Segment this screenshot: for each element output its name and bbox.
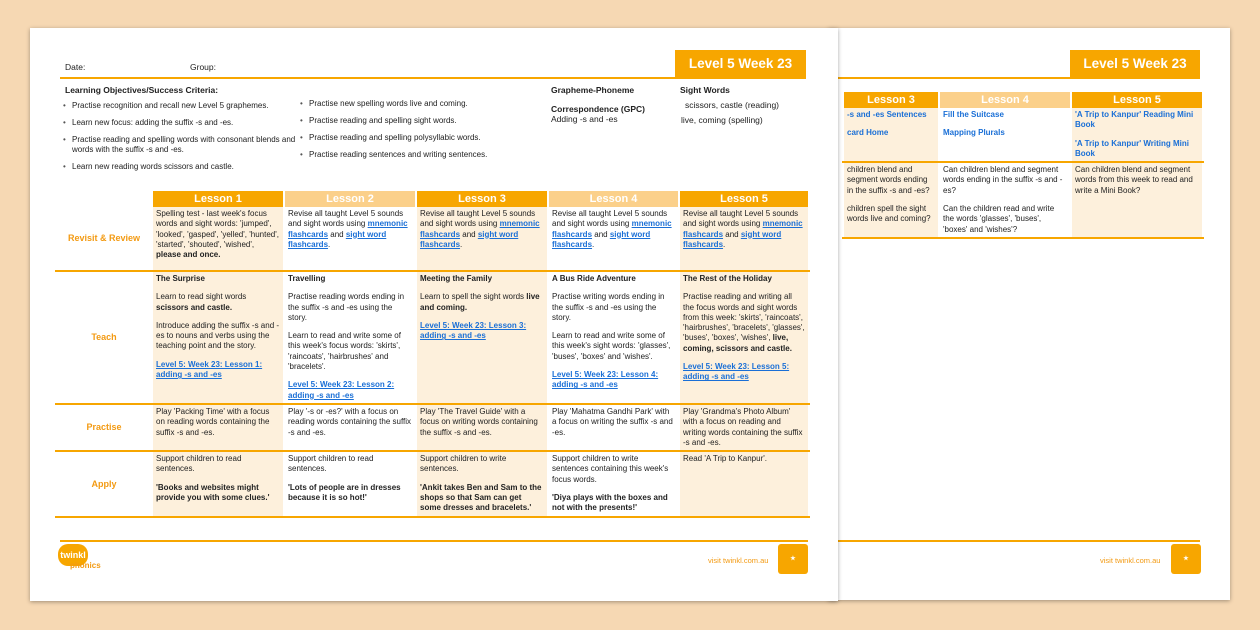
corner-cell — [56, 191, 152, 207]
cell-paragraph — [420, 209, 544, 250]
lesson-cell — [548, 404, 679, 451]
objective-item: • Learn new focus: adding the suffix -s and -es. — [63, 118, 303, 128]
cell-paragraph — [288, 483, 412, 504]
cell-paragraph — [288, 331, 412, 372]
cell-paragraph — [288, 454, 412, 475]
objectives-title: Learning Objectives/Success Criteria: — [65, 85, 219, 95]
lesson-cell — [679, 207, 809, 271]
cell-text: Revise all taught Level 5 sounds and sight words using — [288, 209, 404, 229]
resource-link[interactable]: 'A Trip to Kanpur' Writing Mini Book — [1075, 138, 1190, 158]
lesson-cell — [284, 207, 416, 271]
cell-paragraph — [683, 209, 805, 250]
bold-text: The Rest of the Holiday — [683, 274, 772, 283]
cell-paragraph — [552, 274, 675, 284]
lesson-cell — [152, 207, 284, 271]
resource-link[interactable]: sight word flashcards — [552, 229, 651, 249]
resource-cell — [939, 108, 1071, 162]
cell-paragraph — [552, 292, 675, 323]
table-row — [843, 108, 1203, 162]
cell-text: Learn to read and write some of this week's focus words: 'skirts', 'raincoats', 'hairbrushes' and 'bracelets'. — [288, 331, 401, 372]
assessment-cell — [939, 162, 1071, 238]
level-badge: Level 5 Week 23 — [1070, 50, 1200, 78]
lesson-cell — [284, 271, 416, 404]
cell-text: Practise reading and writing all the focus words and sight words from this week: 'skirts', 'raincoats', 'hairbrushes', 'bracelets', 'glasses', 'buses', 'boxes', 'wishes', — [683, 292, 805, 343]
level-badge: Level 5 Week 23 — [675, 50, 806, 78]
bold-text: 'Books and websites might provide you with some clues.' — [156, 482, 270, 503]
cell-paragraph — [156, 292, 280, 313]
resource-link[interactable]: Level 5: Week 23: Lesson 4: adding -s and -es — [552, 370, 659, 390]
cell-paragraph — [420, 321, 544, 342]
lesson-cell — [152, 451, 284, 516]
assessment-cell — [1071, 162, 1203, 238]
bold-text: live, coming, scissors and castle. — [683, 333, 792, 353]
lesson-header-2: Lesson 2 — [284, 191, 416, 207]
resource-link[interactable]: Level 5: Week 23: Lesson 5: adding -s and -es — [683, 362, 790, 382]
cell-text: . — [328, 239, 331, 249]
date-label: Date: — [65, 62, 86, 72]
divider — [828, 77, 1200, 79]
lesson-cell — [548, 451, 679, 516]
lesson-cell — [548, 271, 679, 404]
cell-text: Introduce adding the suffix -s and -es to nouns and verbs using the teaching point and the story. — [156, 320, 280, 351]
resource-link[interactable]: Level 5: Week 23: Lesson 3: adding -s and -es — [420, 320, 527, 341]
lesson-header-3: Lesson 3 — [416, 191, 548, 207]
resource-cell — [843, 108, 939, 162]
twinkl-phonics-logo: twinkl — [58, 544, 88, 566]
cell-paragraph — [156, 274, 280, 284]
assessment-cell — [843, 162, 939, 238]
website-link[interactable]: visit twinkl.com.au — [708, 556, 769, 565]
bold-text: A Bus Ride Adventure — [552, 274, 636, 283]
bold-text: 'Diya plays with the boxes and not with the presents!' — [552, 493, 668, 513]
lesson-cell — [284, 404, 416, 451]
cell-text: Learn to read and write some of this week's sight words: 'glasses', 'buses', 'boxes' and 'wishes'. — [552, 331, 671, 361]
cell-text: Support children to write sentences. — [420, 454, 507, 474]
cell-text: Play 'The Travel Guide' with a focus on writing words containing the suffix -s and -es. — [420, 407, 538, 437]
cell-paragraph — [552, 407, 675, 438]
table-row — [56, 207, 809, 271]
assessment-question: Can the children read and write the words 'glasses', 'buses', 'boxes' and 'wishes'? — [943, 204, 1055, 234]
cell-paragraph — [683, 292, 805, 354]
cell-paragraph — [552, 370, 675, 391]
sight-words-spelling: live, coming (spelling) — [681, 115, 763, 125]
cell-paragraph — [552, 209, 675, 250]
objectives-list-2 — [300, 99, 540, 167]
cell-text: Read 'A Trip to Kanpur'. — [683, 454, 767, 464]
resource-link[interactable]: Mapping Plurals — [943, 128, 1005, 138]
cell-paragraph — [552, 493, 675, 514]
cell-text: . — [723, 239, 726, 249]
lesson-cell — [152, 271, 284, 404]
assessment-question: Can children blend and segment words ending in the suffix -s and -es? — [943, 165, 1063, 195]
bold-text: 'Ankit takes Ben and Sam to the shops so that Sam can get some dresses and bracelets.' — [420, 482, 542, 513]
resource-link[interactable]: mnemonic flashcards — [420, 219, 540, 239]
cell-paragraph — [156, 454, 280, 475]
lesson-cell — [679, 271, 809, 404]
resource-link[interactable]: -s and -es Sentences — [847, 110, 927, 119]
header-row — [843, 92, 1203, 108]
table-row — [56, 271, 809, 404]
cell-paragraph — [288, 209, 412, 250]
lesson-header-1: Lesson 1 — [152, 191, 284, 207]
lesson-header-5: Lesson 5 — [679, 191, 809, 207]
lesson-cell — [548, 207, 679, 271]
objective-item: • Learn new reading words scissors and castle. — [63, 162, 303, 172]
cell-text: Practise reading words ending in the suffix -s and -es using the story. — [288, 292, 405, 322]
gpc-value: Adding -s and -es — [551, 114, 618, 124]
bold-text: 'Lots of people are in dresses because it is so hot!' — [288, 482, 401, 503]
gpc-title-line2: Correspondence (GPC) — [551, 104, 645, 114]
cell-paragraph — [420, 274, 544, 284]
cell-paragraph — [420, 292, 544, 313]
cell-text: Support children to write sentences containing this week's focus words. — [552, 454, 669, 484]
objective-item: • Practise new spelling words live and coming. — [300, 99, 540, 109]
cell-text: Revise all taught Level 5 sounds and sight words using — [683, 209, 799, 229]
lesson-cell — [416, 207, 548, 271]
resource-link[interactable]: Fill the Suitcase — [943, 110, 1004, 119]
cell-text: Revise all taught Level 5 sounds and sight words using — [552, 209, 668, 229]
cell-paragraph — [683, 407, 805, 448]
table-row — [56, 404, 809, 451]
table-row — [56, 451, 809, 516]
quality-seal: ★ — [778, 544, 808, 574]
back-lesson-table — [842, 92, 1204, 239]
cell-paragraph — [288, 274, 412, 284]
cell-paragraph — [552, 454, 675, 485]
quality-seal: ★ — [1171, 544, 1201, 574]
row-label: Revisit & Review — [56, 207, 152, 271]
assessment-question: Can children blend and segment words from this week to read and write a Mini Book? — [1075, 165, 1193, 195]
group-label: Group: — [190, 62, 216, 72]
sight-words-reading: scissors, castle (reading) — [685, 100, 780, 110]
lesson-cell — [679, 451, 809, 516]
front-page — [30, 28, 838, 601]
cell-paragraph — [156, 483, 280, 504]
resource-link[interactable]: mnemonic flashcards — [288, 219, 408, 239]
assessment-question: children blend and segment words ending in the suffix -s and -es? — [847, 165, 930, 195]
resource-link[interactable]: sight word flashcards — [683, 229, 782, 249]
resource-cell — [1071, 108, 1203, 162]
lesson-cell — [416, 451, 548, 516]
cell-paragraph — [288, 407, 412, 438]
cell-paragraph — [288, 380, 412, 401]
cell-text: and — [328, 229, 346, 239]
bold-text: please and once. — [156, 250, 221, 260]
cell-text: Play 'Packing Time' with a focus on reading words containing the suffix -s and -es. — [156, 407, 270, 437]
lesson-header: Lesson 5 — [1071, 92, 1203, 108]
phonics-logo-text: phonics — [70, 561, 101, 570]
cell-paragraph — [683, 454, 805, 464]
row-label: Practise — [56, 404, 152, 451]
cell-paragraph — [156, 360, 280, 381]
objective-item: • Practise recognition and recall new Level 5 graphemes. — [63, 101, 303, 111]
sight-words-title: Sight Words — [680, 85, 730, 95]
divider — [60, 77, 806, 79]
cell-text: Play 'Mahatma Gandhi Park' with a focus on writing the suffix -s and -es. — [552, 407, 673, 437]
back-page — [828, 28, 1230, 600]
lesson-cell — [416, 271, 548, 404]
objective-item: • Practise reading and spelling sight words. — [300, 116, 540, 126]
resource-link[interactable]: card Home — [847, 128, 889, 138]
header-row — [56, 191, 809, 207]
cell-paragraph — [156, 321, 280, 352]
lesson-cell — [152, 404, 284, 451]
lesson-header: Lesson 4 — [939, 92, 1071, 108]
resource-link[interactable]: mnemonic flashcards — [683, 219, 803, 239]
cell-text: . — [592, 239, 595, 249]
cell-paragraph — [552, 331, 675, 362]
bold-text: scissors and castle. — [156, 302, 233, 312]
objective-item: • Practise reading and spelling polysyllabic words. — [300, 133, 540, 143]
cell-text: Learn to read sight words — [156, 292, 247, 302]
resource-link[interactable]: Level 5: Week 23: Lesson 2: adding -s and -es — [288, 380, 395, 400]
lesson-cell — [284, 451, 416, 516]
cell-paragraph — [420, 407, 544, 438]
lesson-header-4: Lesson 4 — [548, 191, 679, 207]
cell-text: Play '-s or -es?' with a focus on reading words containing the suffix -s and -es. — [288, 407, 412, 437]
website-link[interactable]: visit twinkl.com.au — [1100, 556, 1161, 565]
objective-item: • Practise reading sentences and writing sentences. — [300, 150, 540, 160]
row-label: Apply — [56, 451, 152, 516]
cell-paragraph — [420, 454, 544, 475]
cell-text: Practise writing words ending in the suffix -s and -es using the story. — [552, 292, 665, 322]
cell-text: Learn to spell the sight words — [420, 292, 527, 302]
cell-paragraph — [420, 483, 544, 514]
cell-paragraph — [683, 362, 805, 383]
cell-paragraph — [156, 407, 280, 438]
cell-text: and — [723, 229, 741, 239]
resource-link[interactable]: sight word flashcards — [288, 229, 387, 249]
lesson-header: Lesson 3 — [843, 92, 939, 108]
cell-text: and — [460, 229, 478, 239]
lesson-cell — [416, 404, 548, 451]
objective-item: • Practise reading and spelling words with consonant blends and words with the suffix -s and -es. — [63, 135, 303, 155]
cell-text: Support children to read sentences. — [156, 454, 242, 474]
cell-paragraph — [156, 209, 280, 260]
resource-link[interactable]: Level 5: Week 23: Lesson 1: adding -s and -es — [156, 359, 263, 380]
cell-text: Support children to read sentences. — [288, 454, 374, 474]
cell-paragraph — [683, 274, 805, 284]
cell-text: . — [460, 239, 463, 249]
row-label: Teach — [56, 271, 152, 404]
gpc-title-line1: Grapheme-Phoneme — [551, 85, 635, 95]
cell-text: Play 'Grandma's Photo Album' with a focus on reading and writing words containing the suffix -s and -es. — [683, 407, 803, 447]
bold-text: The Surprise — [156, 274, 205, 283]
cell-text: Spelling test - last week's focus words and sight words: 'jumped', 'looked', 'gasped', 'yelled', 'hunted', 'started', 'shouted', 'wished', — [156, 209, 279, 249]
resource-link[interactable]: 'A Trip to Kanpur' Reading Mini Book — [1075, 110, 1194, 130]
assessment-question: children spell the sight words live and coming? — [847, 204, 931, 224]
cell-text: and — [592, 229, 610, 239]
bold-text: Travelling — [288, 274, 326, 283]
footer-divider — [60, 540, 808, 542]
resource-link[interactable]: sight word flashcards — [420, 229, 519, 249]
resource-link[interactable]: mnemonic flashcards — [552, 219, 672, 239]
lesson-plan-table — [55, 191, 810, 518]
objectives-list-1 — [63, 101, 303, 179]
bold-text: Meeting the Family — [420, 274, 493, 283]
cell-paragraph — [288, 292, 412, 323]
bold-text: live and coming. — [420, 292, 540, 312]
cell-text: Revise all taught Level 5 sounds and sight words using — [420, 209, 536, 229]
table-row — [843, 162, 1203, 238]
footer-divider — [828, 540, 1200, 542]
lesson-cell — [679, 404, 809, 451]
